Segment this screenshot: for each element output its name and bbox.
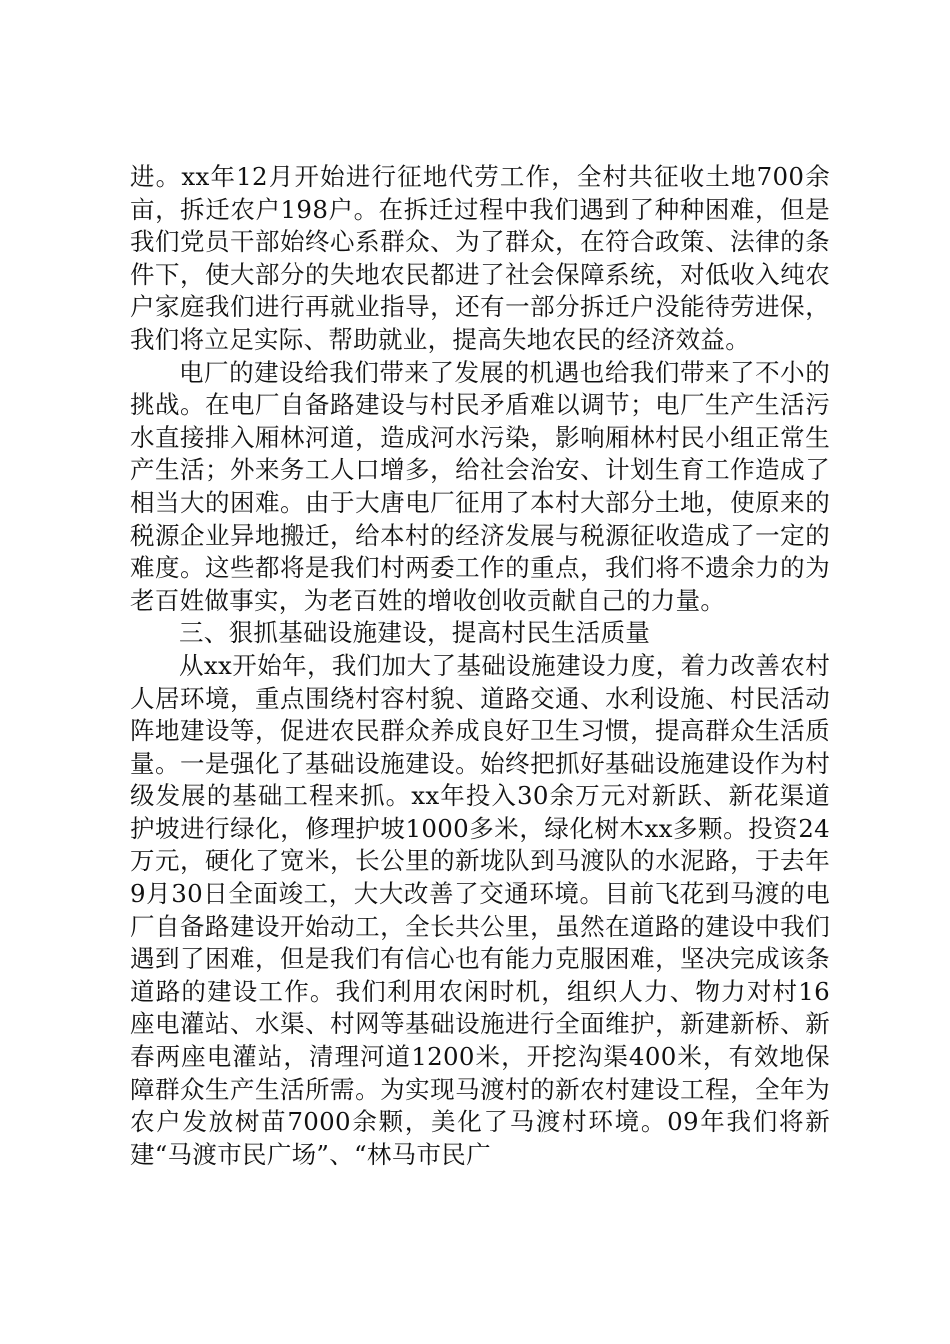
paragraph-infrastructure: 从xx开始年，我们加大了基础设施建设力度，着力改善农村人居环境，重点围绕村容村貌、道路交通、水利设施、村民活动阵地建设等，促进农民群众养成良好卫生习惯，提高群众生活质量。一是强化了基础设施建设。始终把抓好基础设施建设作为村级发展的基础工程来抓。xx年投入30余万元对新跃、新花渠道护坡进行绿化，修理护坡1000多米，绿化树木xx多颗。投资24万元，硬化了宽米，长公里的新垅队到马渡队的水泥路，于去年9月30日全面竣工，大大改善了交通环境。目前飞花到马渡的电厂自备路建设开始动工，全长共公里，虽然在道路的建设中我们遇到了困难，但是我们有信心也有能力克服困难，坚决完成该条道路的建设工作。我们利用农闲时机，组织人力、物力对村16座电灌站、水渠、村网等基础设施进行全面维护，新建新桥、新春两座电灌站，清理河道1200米，开挖沟渠400米，有效地保障群众生产生活所需。为实现马渡村的新农村建设工程，全年为农户发放树苗7000余颗，美化了马渡村环境。09年我们将新建“马渡市民广场”、“林马市民广	[130, 650, 830, 1169]
body-text	[130, 161, 830, 1171]
section-heading: 三、狠抓基础设施建设，提高村民生活质量	[179, 618, 651, 648]
paragraph-continued: 进。xx年12月开始进行征地代劳工作，全村共征收土地700余亩，拆迁农户198户。在拆迁过程中我们遇到了种种困难，但是我们党员干部始终心系群众、为了群众，在符合政策、法律的条件下，使大部分的失地农民都进了社会保障系统，对低收入纯农户家庭我们进行再就业指导，还有一部分拆迁户没能待劳进保，我们将立足实际、帮助就业，提高失地农民的经济效益。	[130, 162, 830, 354]
paragraph-power-plant: 电厂的建设给我们带来了发展的机遇也给我们带来了不小的挑战。在电厂自备路建设与村民矛盾难以调节；电厂生产生活污水直接排入厢林河道，造成河水污染，影响厢林村民小组正常生产生活；外来务工人口增多，给社会治安、计划生育工作造成了相当大的困难。由于大唐电厂征用了本村大部分土地，使原来的税源企业异地搬迁，给本村的经济发展与税源征收造成了一定的难度。这些都将是我们村两委工作的重点，我们将不遗余力的为老百姓做事实，为老百姓的增收创收贡献自己的力量。	[130, 357, 830, 615]
